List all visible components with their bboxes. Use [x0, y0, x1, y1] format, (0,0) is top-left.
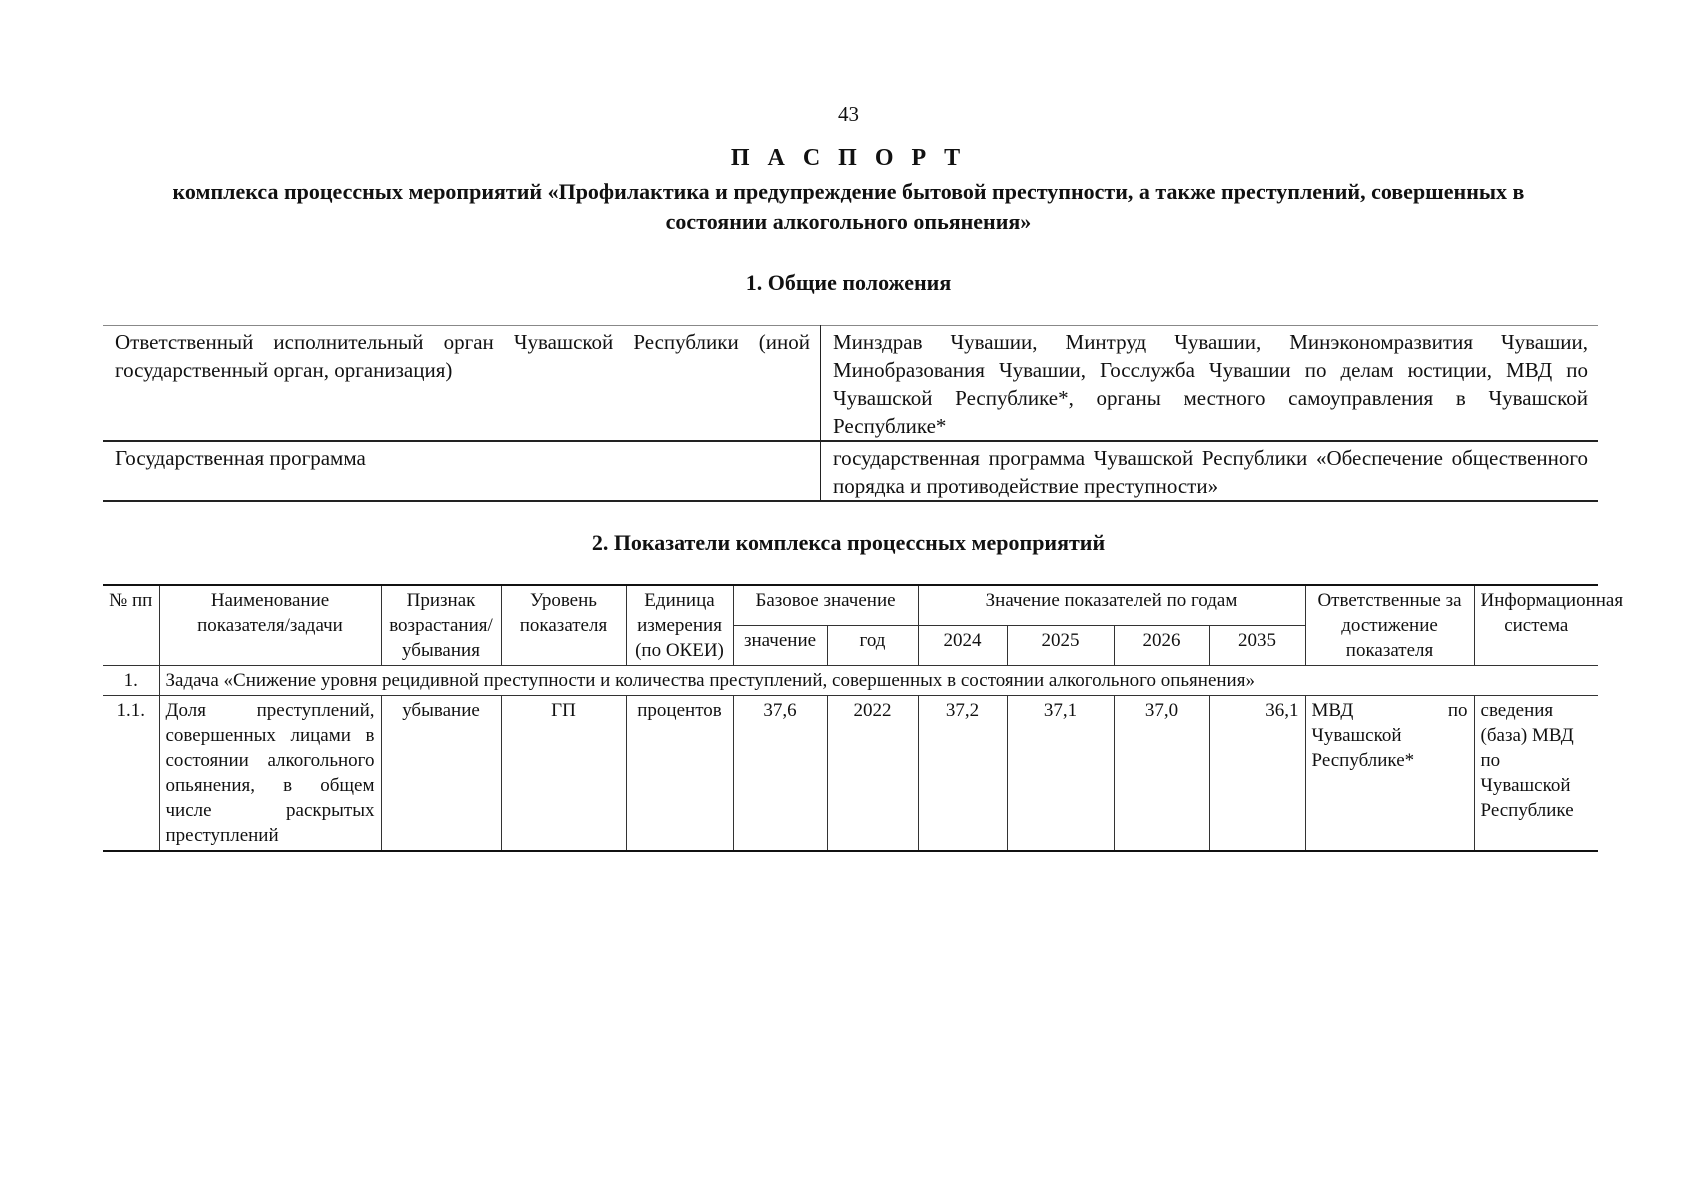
general-row-program — [103, 441, 1598, 501]
header-info-system: Информационная система — [1474, 585, 1598, 666]
indicator-unit: процентов — [626, 696, 733, 852]
header-sign: Признак возрастания/убывания — [381, 585, 501, 666]
header-year-2035: 2035 — [1209, 626, 1305, 666]
indicator-value-2026: 37,0 — [1114, 696, 1209, 852]
indicator-value-2025: 37,1 — [1007, 696, 1114, 852]
header-year-2024: 2024 — [918, 626, 1007, 666]
indicator-num: 1.1. — [103, 696, 159, 852]
header-base: Базовое значение — [733, 585, 918, 626]
section2-heading: 2. Показатели комплекса процессных мероприятий — [591, 530, 1106, 555]
header-base-value: значение — [733, 626, 827, 666]
header-year-2026: 2026 — [1114, 626, 1209, 666]
general-row-value: государственная программа Чувашской Республики «Обеспечение общественного порядка и противодействие преступности» — [821, 441, 1599, 501]
general-row-responsible — [103, 326, 1598, 442]
indicator-base-value: 37,6 — [733, 696, 827, 852]
indicators-header-row — [103, 585, 1598, 626]
header-level: Уровень показателя — [501, 585, 626, 666]
indicator-sign: убывание — [381, 696, 501, 852]
header-year-2025: 2025 — [1007, 626, 1114, 666]
header-name: Наименование показателя/задачи — [159, 585, 381, 666]
indicator-row — [103, 696, 1598, 852]
indicators-table — [103, 584, 1624, 852]
general-row-value: Минздрав Чувашии, Минтруд Чувашии, Минэкономразвития Чувашии, Минобразования Чувашии, Госслужба Чувашии по делам юстиции, МВД по Чувашской Республике*, органы местного самоуправления в Чувашской Республике* — [821, 326, 1599, 442]
indicator-value-2024: 37,2 — [918, 696, 1007, 852]
header-responsible: Ответственные за достижение показателя — [1305, 585, 1474, 666]
indicator-value-2035: 36,1 — [1209, 696, 1305, 852]
general-row-label: Ответственный исполнительный орган Чувашской Республики (иной государственный орган, организация) — [103, 326, 821, 442]
header-num: № пп — [103, 585, 159, 666]
indicator-responsible: МВД по Чувашской Республике* — [1305, 696, 1474, 852]
task-row — [103, 666, 1598, 696]
header-values-by-year: Значение показателей по годам — [918, 585, 1305, 626]
indicator-level: ГП — [501, 696, 626, 852]
page-number: 43 — [838, 102, 859, 126]
document-title: П А С П О Р Т — [730, 145, 967, 171]
header-unit: Единица измерения (по ОКЕИ) — [626, 585, 733, 666]
task-num: 1. — [103, 666, 159, 696]
indicator-name: Доля преступлений, совершенных лицами в состоянии алкогольного опьянения, в общем числе раскрытых преступлений — [159, 696, 381, 852]
general-row-label: Государственная программа — [103, 441, 821, 501]
general-provisions-table — [103, 325, 1598, 502]
task-text: Задача «Снижение уровня рецидивной преступности и количества преступлений, совершенных в состоянии алкогольного опьянения» — [159, 666, 1598, 696]
document-subtitle: комплекса процессных мероприятий «Профилактика и предупреждение бытовой преступности, а также преступлений, совершенных в состоянии алкогольного опьянения» — [172, 179, 1525, 234]
header-base-year: год — [827, 626, 918, 666]
section1-heading: 1. Общие положения — [745, 270, 952, 295]
indicator-base-year: 2022 — [827, 696, 918, 852]
indicator-info-system: сведения (база) МВД по Чувашской Республике — [1474, 696, 1598, 852]
